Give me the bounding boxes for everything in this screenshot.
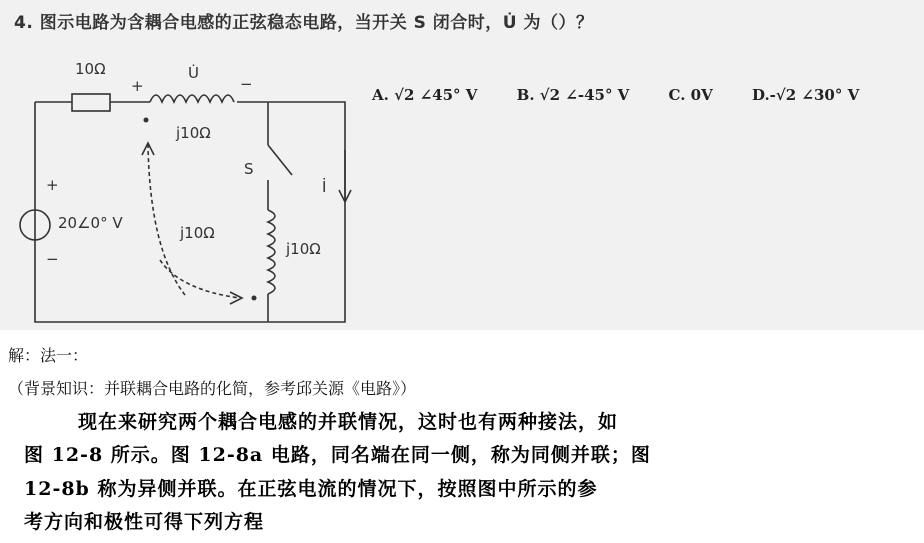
solution-heading: 解：法一： xyxy=(8,346,89,365)
paragraph-line-2: 图 12-8 所示。图 12-8a 电路，同名端在同一侧，称为同侧并联；图 xyxy=(24,444,651,466)
source-value-label: 20∠0° V xyxy=(58,214,123,232)
paragraph-line-4: 考方向和极性可得下列方程 xyxy=(24,511,265,533)
mutual-arrow-down xyxy=(160,260,240,298)
inductor-right-label: j10Ω xyxy=(286,240,321,258)
option-c: C. 0V xyxy=(668,86,713,104)
plus-top-label: + xyxy=(131,77,144,95)
voltage-u-label: U̇ xyxy=(188,64,199,82)
option-d: D.-√2 ∠30° V xyxy=(751,86,860,104)
source-plus-label: + xyxy=(46,176,59,194)
resistor-symbol xyxy=(72,94,110,111)
question-title: 4. 图示电路为含耦合电感的正弦稳态电路，当开关 S 闭合时，U̇ 为（）？ xyxy=(14,13,594,33)
dot-marker-top xyxy=(144,118,149,123)
paragraph-line-3: 12-8b 称为异侧并联。在正弦电流的情况下，按照图中所示的参 xyxy=(24,478,598,500)
inductor-right xyxy=(268,210,275,294)
option-b: B. √2 ∠-45° V xyxy=(516,86,630,104)
minus-top-label: − xyxy=(240,75,253,93)
resistor-label: 10Ω xyxy=(75,60,106,78)
mutual-arrow-up xyxy=(148,145,185,295)
answer-options xyxy=(372,86,893,104)
dot-marker-right xyxy=(252,296,257,301)
option-a: A. √2 ∠45° V xyxy=(372,86,478,104)
background-note: （背景知识：并联耦合电路的化简，参考邱关源《电路》） xyxy=(8,379,417,398)
inductor-top xyxy=(150,95,234,102)
source-minus-label: − xyxy=(46,250,59,268)
paragraph-line-1: 现在来研究两个耦合电感的并联情况，这时也有两种接法，如 xyxy=(78,411,619,433)
current-i-label: İ xyxy=(322,178,327,196)
switch-symbol xyxy=(268,145,292,175)
switch-label: S xyxy=(244,160,254,178)
inductor-top-label: j10Ω xyxy=(176,124,211,142)
mutual-inductance-label: j10Ω xyxy=(180,224,215,242)
